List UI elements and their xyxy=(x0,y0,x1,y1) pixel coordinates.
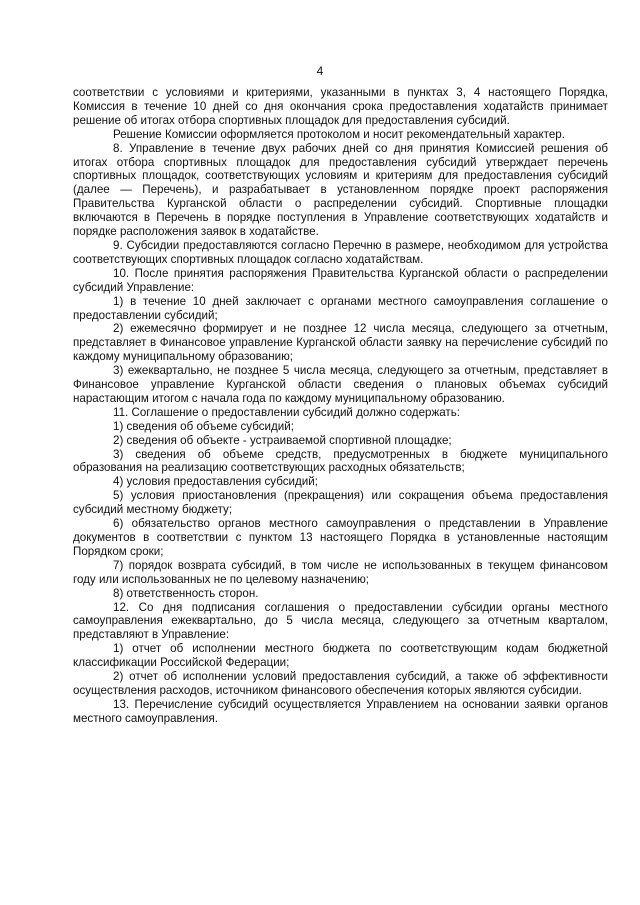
paragraph-11-item-7: 7) порядок возврата субсидий, в том числе не использованных в текущем финансовом году или использованных не по целевому назначению; xyxy=(73,558,608,586)
paragraph-11-item-2: 2) сведения об объекте - устраиваемой спортивной площадке; xyxy=(113,433,452,447)
paragraph-8: 8. Управление в течение двух рабочих дней со дня принятия Комиссией решения об итогах отбора спортивных площадок для предоставления субсидий утверждает перечень спортивных площадок, соответствующих условиям и критериям для предоставления субсидий (далее — Перечень), и разрабатывает в установленном порядке проект распоряжения Правительства Курганской области о распределении субсидий. Спортивные площадки включаются в Перечень в порядке поступления в Управление соответствующих ходатайств и порядке расположения заявок в ходатайстве. xyxy=(73,141,608,239)
paragraph-12-item-2: 2) отчет об исполнении условий предоставления субсидий, а также об эффективности осуществления расходов, источником финансового обеспечения которых являются субсидии. xyxy=(73,670,608,697)
paragraph-10-item-2: 2) ежемесячно формирует и не позднее 12 числа месяца, следующего за отчетным, представляет в Финансовое управление Курганской области заявку на перечисление субсидий по каждому муниципальному образованию; xyxy=(73,322,608,364)
paragraph-11-item-8: 8) ответственность сторон. xyxy=(113,586,259,600)
paragraph-11-item-6: 6) обязательство органов местного самоуправления о представлении в Управление документов в соответствии с пунктом 13 настоящего Порядка в установленные настоящим Порядком сроки; xyxy=(73,517,608,558)
paragraph-10-item-1: 1) в течение 10 дней заключает с органами местного самоуправления соглашение о предоставлении субсидий; xyxy=(73,294,608,322)
paragraph-10-item-3: 3) ежеквартально, не позднее 5 числа месяца, следующего за отчетным, представляет в Финансовое управление Курганской области сведения о плановых объемах субсидий нарастающим итогом с начала года по каждому муниципальному образованию. xyxy=(73,364,608,405)
paragraph-11-item-1: 1) сведения об объеме субсидий; xyxy=(113,419,294,433)
paragraph-12: 12. Со дня подписания соглашения о предоставлении субсидии органы местного самоуправления ежеквартально, до 5 числа месяца, следующего за отчетным кварталом, представляют в Управление: xyxy=(73,600,608,642)
paragraph-12-item-1: 1) отчет об исполнении местного бюджета по соответствующим кодам бюджетной классификации Российской Федерации; xyxy=(73,642,608,670)
paragraph-11-item-4: 4) условия предоставления субсидий; xyxy=(113,475,318,489)
paragraph-11: 11. Соглашение о предоставлении субсидий должно содержать: xyxy=(113,405,460,419)
paragraph-11-item-5: 5) условия приостановления (прекращения) или сокращения объема предоставления субсидий местному бюджету; xyxy=(73,489,608,517)
paragraph-commission-decision: Решение Комиссии оформляется протоколом и носит рекомендательный характер. xyxy=(113,127,565,141)
document-body xyxy=(73,86,608,726)
paragraph-continuation: соответствии с условиями и критериями, указанными в пунктах 3, 4 настоящего Порядка, Комиссия в течение 10 дней со дня окончания срока предоставления ходатайств принимает решение об итогах отбора спортивных площадок для предоставления субсидий. xyxy=(73,86,608,127)
page-number: 4 xyxy=(316,64,324,78)
paragraph-13: 13. Перечисление субсидий осуществляется Управлением на основании заявки органов местного самоуправления. xyxy=(73,697,608,725)
paragraph-10: 10. После принятия распоряжения Правительства Курганской области о распределении субсидий Управление: xyxy=(73,266,608,294)
paragraph-9: 9. Субсидии предоставляются согласно Перечню в размере, необходимом для устройства соответствующих спортивных площадок согласно ходатайствам. xyxy=(73,238,608,266)
paragraph-11-item-3: 3) сведения об объеме средств, предусмотренных в бюджете муниципального образования на реализацию соответствующих расходных обязательств; xyxy=(73,447,608,475)
